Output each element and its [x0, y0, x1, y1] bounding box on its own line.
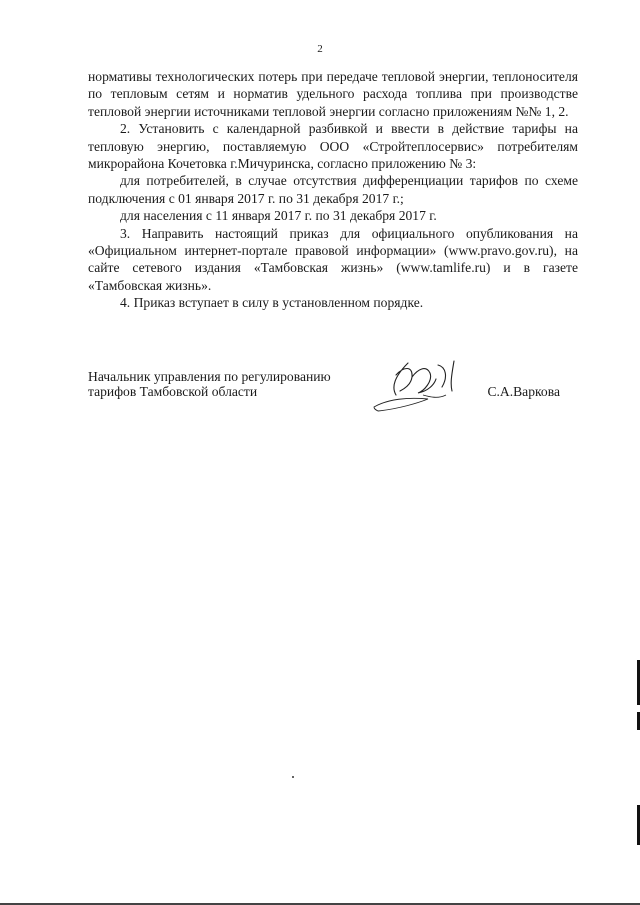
signer-name: С.А.Варкова — [487, 384, 560, 399]
signature-block — [88, 369, 578, 429]
signer-title-line-1: Начальник управления по регулированию — [88, 369, 331, 384]
paragraph-continuation: нормативы технологических потерь при передаче тепловой энергии, теплоносителя по тепловым сетям и норматив удельного расхода топлива при производстве тепловой энергии источниками тепловой энергии согласно приложениям №№ 1, 2. — [88, 69, 578, 119]
scan-speck — [292, 776, 294, 778]
page-number: 2 — [317, 43, 323, 55]
paragraph-item-2: 2. Установить с календарной разбивкой и ввести в действие тарифы на тепловую энергию, поставляемую ООО «Стройтеплосервис» потребителям микрорайона Кочетовка г.Мичуринска, согласно приложению № 3: — [88, 121, 578, 172]
paragraph-population: для населения с 11 января 2017 г. по 31 декабря 2017 г. — [120, 208, 437, 224]
paragraph-consumers: для потребителей, в случае отсутствия дифференциации тарифов по схеме подключения с 01 января 2017 г. по 31 декабря 2017 г.; — [88, 173, 578, 206]
signer-title — [88, 369, 331, 399]
signer-title-line-2: тарифов Тамбовской области — [88, 384, 258, 399]
handwritten-signature — [368, 355, 478, 415]
paragraph-item-4: 4. Приказ вступает в силу в установленном порядке. — [120, 295, 424, 311]
document-body — [88, 68, 578, 312]
paragraph-item-3: 3. Направить настоящий приказ для официального опубликования на «Официальном интернет-портале правовой информации» (www.pravo.gov.ru), на сайте сетевого издания «Тамбовская жизнь» (www.tamlife.ru) и в газете «Тамбовская жизнь». — [88, 225, 578, 293]
